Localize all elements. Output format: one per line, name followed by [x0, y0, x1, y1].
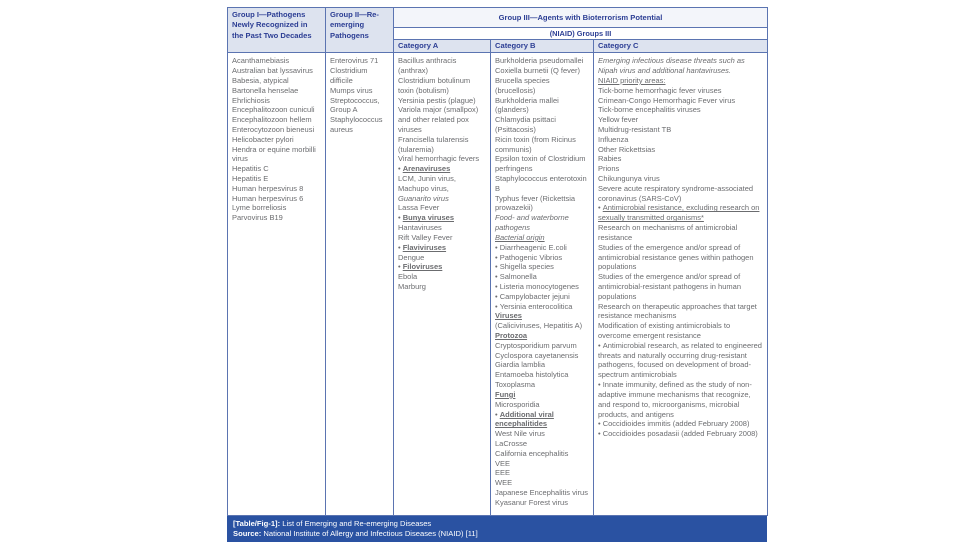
table-caption-text: List of Emerging and Re-emerging Diseases — [282, 519, 432, 529]
list-item: Typhus fever (Rickettsia prowazekii) — [495, 193, 576, 213]
table-caption-line — [233, 519, 761, 529]
list-item: Studies of the emergence and/or spread of antimicrobial resistance genes within pathogen populations — [598, 242, 754, 272]
list-item: Cyclospora cayetanensis — [495, 350, 579, 360]
list-item: Acanthamebiasis — [232, 56, 290, 66]
header-group2: Group II—Re-emerging Pathogens — [326, 8, 394, 53]
list-item: Clostridium difficile — [330, 66, 368, 85]
table-caption-bar — [227, 516, 767, 541]
list-item: Burkholderia pseudomallei — [495, 56, 584, 66]
list-item: Bacillus anthracis (anthrax) — [398, 56, 457, 76]
list-item: Encephalitozoon hellem — [232, 115, 312, 125]
diseases-table-grid — [227, 7, 768, 516]
bullet-icon: • — [398, 242, 403, 252]
list-item: Tick-borne encephalitis viruses — [598, 105, 701, 115]
column-category-c-list — [594, 53, 768, 516]
column-category-b-list — [491, 53, 594, 516]
list-item: Bacterial origin — [495, 232, 545, 242]
list-item: Human herpesvirus 8 — [232, 183, 304, 193]
list-item: Helicobacter pylori — [232, 134, 294, 144]
list-item: Crimean-Congo Hemorrhagic Fever virus — [598, 95, 736, 105]
list-item: Staphylococcus aureus — [330, 115, 383, 134]
list-item: • Salmonella — [495, 272, 537, 282]
list-item: NIAID priority areas: — [598, 75, 666, 85]
list-item: (Caliciviruses, Hepatitis A) — [495, 321, 583, 331]
bullet-icon: • — [495, 291, 500, 301]
list-item: Clostridium botulinum toxin (botulism) — [398, 75, 471, 95]
list-item: Ebola — [398, 272, 418, 282]
list-item: • Diarrheagenic E.coli — [495, 242, 567, 252]
list-item: Epsilon toxin of Clostridium perfringens — [495, 154, 586, 174]
list-item: Rabies — [598, 154, 622, 164]
list-item: VEE — [495, 458, 511, 468]
column-group1-list — [228, 53, 326, 516]
list-item: Hepatitis C — [232, 164, 269, 174]
list-item: Brucella species (brucellosis) — [495, 75, 550, 95]
list-item: • Shigella species — [495, 262, 554, 272]
list-item: Enterovirus 71 — [330, 56, 379, 66]
list-item: • Pathogenic Vibrios — [495, 252, 563, 262]
list-item: Staphylococcus enterotoxin B — [495, 174, 587, 193]
list-item: Viruses — [495, 311, 522, 321]
list-item: Lassa Fever — [398, 203, 440, 213]
bullet-icon: • — [598, 429, 603, 439]
bullet-icon: • — [495, 281, 500, 291]
list-item: EEE — [495, 468, 511, 478]
list-item: Guanarito virus — [398, 193, 449, 203]
list-item: Viral hemorrhagic fevers — [398, 154, 480, 164]
list-item: Chlamydia psittaci (Psittacosis) — [495, 115, 556, 134]
list-item: Mumps virus — [330, 85, 373, 95]
list-item: LaCrosse — [495, 438, 528, 448]
list-item: • Coccidioides immitis (added February 2008) — [598, 419, 750, 429]
list-item: Fungi — [495, 389, 516, 399]
header-niaid-groups: (NIAID) Groups III — [394, 28, 768, 40]
list-item: Burkholderia mallei (glanders) — [495, 95, 559, 115]
list-item: Protozoa — [495, 331, 528, 340]
header-category-c: Category C — [594, 40, 768, 53]
list-item: Machupo virus, — [398, 183, 449, 193]
list-item: • Bunya viruses — [398, 213, 454, 223]
list-item: Microsporidia — [495, 399, 540, 409]
emerging-diseases-table — [227, 7, 767, 542]
list-item: Enterocytozoon bieneusi — [232, 124, 315, 134]
list-item: Yellow fever — [598, 115, 639, 125]
list-item: Coxiella burnetii (Q fever) — [495, 66, 581, 76]
list-item: Lyme borreliosis — [232, 203, 287, 213]
list-item: Ricin toxin (from Ricinus communis) — [495, 134, 576, 154]
header-category-b: Category B — [491, 40, 594, 53]
list-item: • Antimicrobial research, as related to engineered threats and naturally occurring drug-resistant pathogens, focused on development of broad-spectrum antimicrobials — [598, 340, 762, 380]
list-item: Entamoeba histolytica — [495, 370, 569, 380]
list-item: Hantaviruses — [398, 223, 442, 233]
list-item: Severe acute respiratory syndrome-associated coronavirus (SARS-CoV) — [598, 183, 754, 203]
list-item: Chikungunya virus — [598, 174, 660, 183]
list-item: California encephalitis — [495, 448, 569, 458]
list-item: • Innate immunity, defined as the study of non-adaptive immune mechanisms that recognize, and respond to, microorganisms, microbial products, and antigens — [598, 380, 752, 419]
list-item: • Antimicrobial resistance, excluding research on sexually transmitted organisms* — [598, 203, 760, 223]
table-caption-label: [Table/Fig-1]: — [233, 519, 281, 529]
list-item: Marburg — [398, 281, 426, 291]
list-item: • Coccidioides posadasii (added February 2008) — [598, 429, 758, 439]
bullet-icon: • — [495, 272, 500, 282]
list-item: • Filoviruses — [398, 262, 443, 272]
list-item: Tick-borne hemorrhagic fever viruses — [598, 85, 722, 95]
list-item: Ehrlichiosis — [232, 95, 270, 105]
column-group2-list — [326, 53, 394, 516]
list-item: Modification of existing antimicrobials to overcome emergent resistance — [598, 321, 731, 340]
header-category-a: Category A — [394, 40, 491, 53]
list-item: Encephalitozoon cuniculi — [232, 105, 315, 115]
column-category-a-list — [394, 53, 491, 516]
list-item: Yersinia pestis (plague) — [398, 95, 476, 105]
list-item: Variola major (smallpox) and other related pox viruses — [398, 105, 479, 134]
bullet-icon: • — [398, 262, 403, 272]
list-item: • Yersinia enterocolitica — [495, 301, 573, 311]
bullet-icon: • — [495, 262, 500, 272]
list-item: Australian bat lyssavirus — [232, 66, 313, 76]
bullet-icon: • — [495, 242, 500, 252]
list-item: Research on therapeutic approaches that target resistance mechanisms — [598, 301, 757, 321]
list-item: Prions — [598, 164, 620, 174]
bullet-icon: • — [598, 419, 603, 429]
list-item: Emerging infectious disease threats such as Nipah virus and additional hantaviruses. — [598, 56, 745, 76]
list-item: • Flaviviruses — [398, 242, 447, 252]
list-item: Research on mechanisms of antimicrobial resistance — [598, 223, 738, 242]
list-item: • Arenaviruses — [398, 164, 451, 174]
table-source-label: Source: — [233, 528, 262, 538]
header-group3: Group III—Agents with Bioterrorism Potential — [394, 8, 768, 28]
list-item: Influenza — [598, 134, 629, 144]
list-item: Multidrug-resistant TB — [598, 124, 672, 134]
list-item: Dengue — [398, 252, 425, 262]
list-item: Bartonella henselae — [232, 85, 299, 95]
table-source-line — [233, 529, 761, 539]
bullet-icon: • — [495, 252, 500, 262]
list-item: Francisella tularensis (tularemia) — [398, 134, 469, 154]
list-item: Rift Valley Fever — [398, 232, 453, 242]
bullet-icon: • — [495, 409, 500, 419]
bullet-icon: • — [598, 380, 603, 390]
list-item: • Campylobacter jejuni — [495, 291, 570, 301]
list-item: Hendra or equine morbilli virus — [232, 144, 316, 164]
list-item: Parvovirus B19 — [232, 213, 283, 223]
table-source-text: National Institute of Allergy and Infectious Diseases (NIAID) [11] — [263, 528, 478, 538]
bullet-icon: • — [398, 164, 403, 174]
list-item: Toxoplasma — [495, 380, 536, 390]
list-item: Hepatitis E — [232, 174, 269, 183]
list-item: Japanese Encephalitis virus — [495, 488, 588, 497]
list-item: Kyasanur Forest virus — [495, 497, 568, 507]
list-item: Cryptosporidium parvum — [495, 340, 577, 350]
list-item: WEE — [495, 478, 513, 488]
list-item: Giardia lamblia — [495, 360, 546, 370]
bullet-icon: • — [495, 301, 500, 311]
list-item: Babesia, atypical — [232, 75, 289, 85]
bullet-icon: • — [598, 203, 603, 213]
list-item: West Nile virus — [495, 429, 545, 439]
bullet-icon: • — [598, 340, 603, 350]
list-item: Human herpesvirus 6 — [232, 193, 304, 203]
list-item: • Listeria monocytogenes — [495, 281, 579, 291]
list-item: Streptococcus, Group A — [330, 95, 380, 115]
list-item: LCM, Junin virus, — [398, 174, 456, 183]
bullet-icon: • — [398, 213, 403, 223]
list-item: Food- and waterborne pathogens — [495, 213, 569, 233]
list-item: Studies of the emergence and/or spread of antimicrobial-resistant pathogens in human populations — [598, 272, 741, 301]
list-item: • Additional viral encephalitides — [495, 409, 554, 429]
list-item: Other Rickettsias — [598, 144, 656, 154]
header-group1: Group I—Pathogens Newly Recognized in the Past Two Decades — [228, 8, 326, 53]
